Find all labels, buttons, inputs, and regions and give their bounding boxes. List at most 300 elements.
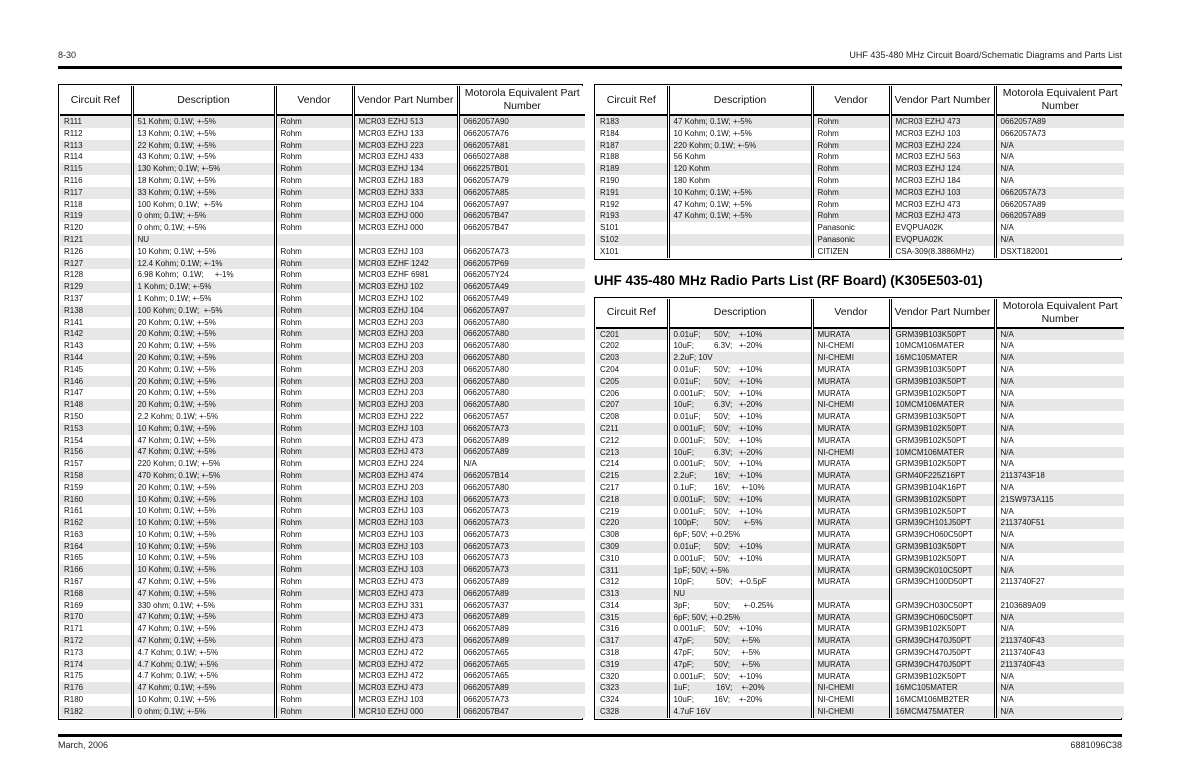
table-cell: R190 <box>596 175 668 187</box>
table-cell: R129 <box>60 281 132 293</box>
table-cell: N/A <box>1000 341 1014 351</box>
table-cell <box>668 246 812 258</box>
table-cell: R192 <box>596 199 668 211</box>
table-cell: 0662057B47 <box>463 223 509 233</box>
table-cell: 0662057A89 <box>1000 211 1046 221</box>
table-row <box>60 151 585 163</box>
table-cell: MURATA <box>812 671 890 683</box>
table-cell: MURATA <box>812 328 890 341</box>
table-cell: NI-CHEMI <box>812 694 890 706</box>
table-cell: N/A <box>1000 388 1014 398</box>
table-cell: 0662057A73 <box>463 565 509 575</box>
table-cell: MURATA <box>812 517 890 529</box>
table-cell: MCR03 EZHJ 103 <box>353 694 458 706</box>
table-cell: MURATA <box>812 506 890 518</box>
col-header-motorola-equivalent: Motorola Equivalent Part Number <box>995 299 1124 328</box>
table-cell: GRM39B102K50PT <box>890 388 995 400</box>
table-row <box>60 564 585 576</box>
col-header-description: Description <box>668 299 812 328</box>
table-cell: Rohm <box>275 517 353 529</box>
table-cell: MCR03 EZHJ 103 <box>353 552 458 564</box>
table-cell: N/A <box>1000 234 1014 244</box>
table-row <box>596 246 1124 258</box>
table-cell: MCR03 EZHJ 473 <box>353 623 458 635</box>
table-row <box>60 423 585 435</box>
table-cell: C311 <box>596 565 668 577</box>
table-row <box>596 600 1124 612</box>
table-cell: 330 ohm; 0.1W; +-5% <box>132 600 275 612</box>
table-cell: Rohm <box>275 151 353 163</box>
table-cell: 0662057A37 <box>463 600 509 610</box>
table-row <box>596 447 1124 459</box>
col-header-vendor: Vendor <box>275 86 353 115</box>
table-row <box>596 328 1124 341</box>
table-cell: GRM39CK010C50PT <box>890 565 995 577</box>
table-cell: 10pF; 50V; +-0.5pF <box>668 576 812 588</box>
table-cell: Rohm <box>275 494 353 506</box>
table-cell: 1 Kohm; 0.1W; +-5% <box>132 293 275 305</box>
table-row <box>60 399 585 411</box>
table-row <box>596 234 1124 246</box>
table-cell: C318 <box>596 647 668 659</box>
table-cell: C211 <box>596 423 668 435</box>
table-cell: Rohm <box>275 647 353 659</box>
table-cell: Rohm <box>812 210 890 222</box>
table-cell: 10 Kohm; 0.1W; +-5% <box>132 505 275 517</box>
table-row <box>60 706 585 718</box>
table-cell: R169 <box>60 600 132 612</box>
table-row <box>60 258 585 270</box>
table-row <box>596 175 1124 187</box>
table-row <box>60 588 585 600</box>
table-cell: 1pF; 50V; +-5% <box>668 565 812 577</box>
table-cell: GRM39B102K50PT <box>890 623 995 635</box>
table-cell: MCR03 EZHJ 474 <box>353 470 458 482</box>
table-cell: DSXT182001 <box>1000 246 1049 256</box>
table-cell: MURATA <box>812 376 890 388</box>
table-cell: 0662057A73 <box>1000 128 1046 138</box>
table-row <box>60 376 585 388</box>
table-cell: C308 <box>596 529 668 541</box>
table-row <box>60 140 585 152</box>
table-cell: C317 <box>596 635 668 647</box>
table-cell: 6pF; 50V; +-0.25% <box>668 529 812 541</box>
table-cell: MCR03 EZHJ 103 <box>353 517 458 529</box>
table-cell: 180 Kohm <box>668 175 812 187</box>
table-cell: N/A <box>1000 683 1014 693</box>
table-cell: 0662057A76 <box>463 128 509 138</box>
table-cell: 0662057A90 <box>463 117 509 126</box>
table-cell: C314 <box>596 600 668 612</box>
table-row <box>60 317 585 329</box>
table-cell: R111 <box>60 115 132 128</box>
table-row <box>60 246 585 258</box>
table-cell: N/A <box>1000 565 1014 575</box>
table-cell: 10 Kohm; 0.1W; +-5% <box>132 246 275 258</box>
table-cell: 10 Kohm; 0.1W; +-5% <box>132 529 275 541</box>
table-row <box>60 199 585 211</box>
table-cell: C310 <box>596 553 668 565</box>
table-cell: Rohm <box>275 328 353 340</box>
table-cell: R156 <box>60 446 132 458</box>
table-cell: 10 Kohm; 0.1W; +-5% <box>132 494 275 506</box>
table-cell: R158 <box>60 470 132 482</box>
table-cell: 0662057A73 <box>463 246 509 256</box>
table-cell: R164 <box>60 541 132 553</box>
table-row <box>596 529 1124 541</box>
table-row <box>60 682 585 694</box>
table-cell: C319 <box>596 659 668 671</box>
table-cell: GRM39B102K50PT <box>890 458 995 470</box>
table-cell: N/A <box>1000 140 1014 150</box>
table-cell: 0.01uF; 50V; +-10% <box>668 328 812 341</box>
table-cell: MCR03 EZHJ 104 <box>353 199 458 211</box>
table-cell: NU <box>132 234 275 246</box>
table-cell: R138 <box>60 305 132 317</box>
table-cell: Rohm <box>275 470 353 482</box>
table-cell: 4.7 Kohm; 0.1W; +-5% <box>132 670 275 682</box>
table-cell <box>890 588 995 600</box>
table-cell: R180 <box>60 694 132 706</box>
table-cell: 4.7 Kohm; 0.1W; +-5% <box>132 659 275 671</box>
table-cell: NI-CHEMI <box>812 447 890 459</box>
table-cell: R150 <box>60 411 132 423</box>
table-cell: 1uF; 16V; +-20% <box>668 682 812 694</box>
parts-table-resistors-left <box>60 86 585 718</box>
table-cell <box>668 222 812 234</box>
table-cell: N/A <box>1000 412 1014 422</box>
table-cell: 2.2 Kohm; 0.1W; +-5% <box>132 411 275 423</box>
table-cell: 2113743F18 <box>1000 471 1045 481</box>
table-row <box>596 553 1124 565</box>
table-cell: Rohm <box>275 623 353 635</box>
table-cell: MCR03 EZHJ 124 <box>890 163 995 175</box>
header-rule <box>58 66 1122 69</box>
table-row <box>60 635 585 647</box>
table-cell: R153 <box>60 423 132 435</box>
table-cell: R189 <box>596 163 668 175</box>
table-cell: R187 <box>596 140 668 152</box>
table-cell: R191 <box>596 187 668 199</box>
table-cell: MURATA <box>812 623 890 635</box>
table-cell: Rohm <box>812 175 890 187</box>
table-row <box>60 529 585 541</box>
table-cell: 0662057A49 <box>463 282 509 292</box>
table-cell: 6pF; 50V; +-0.25% <box>668 612 812 624</box>
col-header-motorola-equivalent: Motorola Equivalent Part Number <box>458 86 585 115</box>
table-cell: 16MCM106MB2TER <box>890 694 995 706</box>
table-cell: 2.2uF; 16V; +-10% <box>668 470 812 482</box>
table-cell: Rohm <box>275 706 353 718</box>
table-cell: C201 <box>596 328 668 341</box>
table-cell: MCR03 EZHJ 203 <box>353 387 458 399</box>
table-cell: GRM39B103K50PT <box>890 328 995 341</box>
table-row <box>60 611 585 623</box>
col-header-vendor-part-number: Vendor Part Number <box>353 86 458 115</box>
table-cell: CSA-309(8.3886MHz) <box>890 246 995 258</box>
table-cell: Rohm <box>275 458 353 470</box>
table-cell: MCR03 EZHJ 473 <box>890 210 995 222</box>
table-row <box>596 140 1124 152</box>
table-cell: MCR03 EZHJ 433 <box>353 151 458 163</box>
table-cell: R176 <box>60 682 132 694</box>
table-row <box>596 388 1124 400</box>
table-cell: 10uF; 6.3V; +-20% <box>668 340 812 352</box>
table-row <box>60 435 585 447</box>
table-row <box>60 281 585 293</box>
table-cell: CITIZEN <box>812 246 890 258</box>
table-cell: 220 Kohm; 0.1W; +-5% <box>668 140 812 152</box>
table-cell: 10 Kohm; 0.1W; +-5% <box>132 517 275 529</box>
table-cell: R182 <box>60 706 132 718</box>
table-cell: MCR03 EZHJ 103 <box>890 187 995 199</box>
table-cell: 0662057B47 <box>463 211 509 221</box>
table-cell: 0662057A85 <box>463 187 509 197</box>
table-cell: R175 <box>60 670 132 682</box>
table-cell: MCR03 EZHJ 473 <box>890 115 995 128</box>
table-cell: Rohm <box>275 411 353 423</box>
table-cell: R165 <box>60 552 132 564</box>
table-cell: N/A <box>1000 447 1014 457</box>
table-cell: 33 Kohm; 0.1W; +-5% <box>132 187 275 199</box>
col-header-circuit-ref: Circuit Ref <box>596 299 668 328</box>
table-cell: R183 <box>596 115 668 128</box>
table-row <box>60 175 585 187</box>
table-cell: 20 Kohm; 0.1W; +-5% <box>132 482 275 494</box>
table-cell: 0.001uF; 50V; +-10% <box>668 553 812 565</box>
table-row <box>596 659 1124 671</box>
table-cell: MURATA <box>812 576 890 588</box>
table-header-row <box>596 299 1124 328</box>
table-cell: N/A <box>1000 364 1014 374</box>
table-cell: Rohm <box>275 435 353 447</box>
table-row <box>596 163 1124 175</box>
table-cell: 0662057A73 <box>463 518 509 528</box>
table-row <box>596 458 1124 470</box>
table-cell: 51 Kohm; 0.1W; +-5% <box>132 115 275 128</box>
table-cell <box>353 234 458 246</box>
table-cell: MCR03 EZHJ 331 <box>353 600 458 612</box>
table-cell: 56 Kohm <box>668 151 812 163</box>
table-cell: R113 <box>60 140 132 152</box>
table-cell: GRM39B102K50PT <box>890 423 995 435</box>
table-cell: R193 <box>596 210 668 222</box>
table-row <box>596 623 1124 635</box>
footer-date: March, 2006 <box>58 740 109 750</box>
table-cell: 100 Kohm; 0.1W; +-5% <box>132 305 275 317</box>
table-cell: 0662057A49 <box>463 293 509 303</box>
table-cell: Rohm <box>275 611 353 623</box>
table-cell: 0.01uF; 50V; +-10% <box>668 364 812 376</box>
table-cell: C202 <box>596 340 668 352</box>
table-cell: Rohm <box>275 399 353 411</box>
table-row <box>60 340 585 352</box>
table-cell: Rohm <box>275 387 353 399</box>
table-cell: 20 Kohm; 0.1W; +-5% <box>132 387 275 399</box>
table-cell: 10 Kohm; 0.1W; +-5% <box>132 423 275 435</box>
table-cell: MCR03 EZHJ 473 <box>353 611 458 623</box>
table-cell: 47 Kohm; 0.1W; +-5% <box>132 446 275 458</box>
table-cell <box>275 234 353 246</box>
table-cell: 0662057B14 <box>463 470 509 480</box>
table-cell: Rohm <box>275 293 353 305</box>
table-cell: GRM39CH030C50PT <box>890 600 995 612</box>
table-cell: 0662057A81 <box>463 140 509 150</box>
table-cell: R170 <box>60 611 132 623</box>
table-cell: Rohm <box>275 281 353 293</box>
table-row <box>596 340 1124 352</box>
table-cell: 47 Kohm; 0.1W; +-5% <box>132 635 275 647</box>
table-cell: 0.001uF; 50V; +-10% <box>668 623 812 635</box>
table-cell: 47pF; 50V; +-5% <box>668 635 812 647</box>
table-cell: MCR10 EZHJ 000 <box>353 706 458 718</box>
table-cell: GRM39CH470J50PT <box>890 635 995 647</box>
table-cell: MURATA <box>812 635 890 647</box>
table-cell: C315 <box>596 612 668 624</box>
table-cell: C324 <box>596 694 668 706</box>
table-cell: Rohm <box>275 175 353 187</box>
table-cell: R128 <box>60 269 132 281</box>
table-body <box>596 328 1124 718</box>
table-cell: C220 <box>596 517 668 529</box>
table-body <box>596 115 1124 258</box>
table-cell: MCR03 EZHJ 103 <box>353 529 458 541</box>
table-cell: C320 <box>596 671 668 683</box>
col-header-vendor: Vendor <box>812 299 890 328</box>
table-cell: Rohm <box>275 187 353 199</box>
table-cell: Rohm <box>812 151 890 163</box>
table-row <box>596 671 1124 683</box>
table-cell: EVQPUA02K <box>890 234 995 246</box>
table-cell: MURATA <box>812 423 890 435</box>
table-cell: X101 <box>596 246 668 258</box>
table-cell: R188 <box>596 151 668 163</box>
table-row <box>596 635 1124 647</box>
col-header-circuit-ref: Circuit Ref <box>596 86 668 115</box>
table-cell: N/A <box>1000 671 1014 681</box>
table-cell: MCR03 EZHJ 473 <box>890 199 995 211</box>
table-cell: N/A <box>1000 553 1014 563</box>
table-cell: C204 <box>596 364 668 376</box>
table-row <box>60 352 585 364</box>
table-cell: GRM39B102K50PT <box>890 553 995 565</box>
table-cell: S101 <box>596 222 668 234</box>
table-cell: MCR03 EZHJ 203 <box>353 317 458 329</box>
table-cell: 0662057A79 <box>463 175 509 185</box>
table-cell: C203 <box>596 352 668 364</box>
table-cell: Rohm <box>275 352 353 364</box>
table-cell: 100pF; 50V; +-5% <box>668 517 812 529</box>
table-cell: GRM39B103K50PT <box>890 376 995 388</box>
table-cell: C215 <box>596 470 668 482</box>
table-cell: Rohm <box>275 529 353 541</box>
table-row <box>596 482 1124 494</box>
table-cell: MURATA <box>812 647 890 659</box>
table-cell: MCR03 EZHJ 102 <box>353 281 458 293</box>
table-row <box>60 494 585 506</box>
table-cell: 0662057A89 <box>463 435 509 445</box>
table-cell: N/A <box>1000 482 1014 492</box>
table-cell: N/A <box>1000 530 1014 540</box>
table-row <box>596 199 1124 211</box>
table-cell: 0662057A80 <box>463 352 509 362</box>
table-cell: MURATA <box>812 494 890 506</box>
table-cell: MCR03 EZHJ 103 <box>353 541 458 553</box>
table-cell: GRM39CH060C50PT <box>890 612 995 624</box>
table-cell: 0 ohm; 0.1W; +-5% <box>132 210 275 222</box>
table-cell: Rohm <box>275 682 353 694</box>
table-cell: MURATA <box>812 612 890 624</box>
table-cell: MURATA <box>812 364 890 376</box>
table-cell: Rohm <box>275 199 353 211</box>
table-cell: R121 <box>60 234 132 246</box>
table-cell: 47 Kohm; 0.1W; +-5% <box>668 210 812 222</box>
table-cell: N/A <box>463 459 477 469</box>
table-cell: 20 Kohm; 0.1W; +-5% <box>132 340 275 352</box>
table-cell: 0.001uF; 50V; +-10% <box>668 458 812 470</box>
table-row <box>60 482 585 494</box>
table-cell: 12.4 Kohm; 0.1W; +-1% <box>132 258 275 270</box>
table-row <box>60 458 585 470</box>
table-cell: 0.1uF; 16V; +-10% <box>668 482 812 494</box>
table-cell: R148 <box>60 399 132 411</box>
table-cell: R184 <box>596 128 668 140</box>
table-cell: 120 Kohm <box>668 163 812 175</box>
col-header-vendor-part-number: Vendor Part Number <box>890 86 995 115</box>
table-row <box>60 659 585 671</box>
table-cell: Rohm <box>812 199 890 211</box>
table-cell: 0662057A89 <box>463 588 509 598</box>
table-cell: 2.2uF; 10V <box>668 352 812 364</box>
table-row <box>596 115 1124 128</box>
table-cell: Rohm <box>275 670 353 682</box>
table-cell: MCR03 EZHJ 104 <box>353 305 458 317</box>
table-cell: 6.98 Kohm; 0.1W; +-1% <box>132 269 275 281</box>
table-row <box>596 694 1124 706</box>
table-row <box>60 305 585 317</box>
col-header-motorola-equivalent: Motorola Equivalent Part Number <box>995 86 1124 115</box>
table-cell: 16MC105MATER <box>890 352 995 364</box>
table-cell: Rohm <box>812 128 890 140</box>
table-cell: 0662057A57 <box>463 411 509 421</box>
table-cell: 47 Kohm; 0.1W; +-5% <box>668 199 812 211</box>
col-header-description: Description <box>132 86 275 115</box>
table-cell: N/A <box>1000 329 1014 339</box>
table-cell: Rohm <box>275 600 353 612</box>
table-cell <box>458 234 585 246</box>
table-cell: 0662057A89 <box>463 577 509 587</box>
table-cell: R147 <box>60 387 132 399</box>
table-cell: N/A <box>1000 624 1014 634</box>
table-cell: Rohm <box>275 552 353 564</box>
table-row <box>596 506 1124 518</box>
table-cell: 2113740F51 <box>1000 518 1045 528</box>
table-cell: NI-CHEMI <box>812 340 890 352</box>
table-cell: NI-CHEMI <box>812 706 890 718</box>
table-row <box>60 234 585 246</box>
table-cell: 18 Kohm; 0.1W; +-5% <box>132 175 275 187</box>
table-cell: GRM39B102K50PT <box>890 671 995 683</box>
table-cell: 10uF; 6.3V; +-20% <box>668 447 812 459</box>
table-cell: 10 Kohm; 0.1W; +-5% <box>132 552 275 564</box>
table-cell: R143 <box>60 340 132 352</box>
running-header-title: UHF 435-480 MHz Circuit Board/Schematic Diagrams and Parts List <box>849 50 1122 60</box>
table-cell: R144 <box>60 352 132 364</box>
table-cell: 47 Kohm; 0.1W; +-5% <box>132 682 275 694</box>
table-cell: Rohm <box>812 187 890 199</box>
table-cell: 21SW973A115 <box>1000 494 1054 504</box>
table-row <box>60 222 585 234</box>
